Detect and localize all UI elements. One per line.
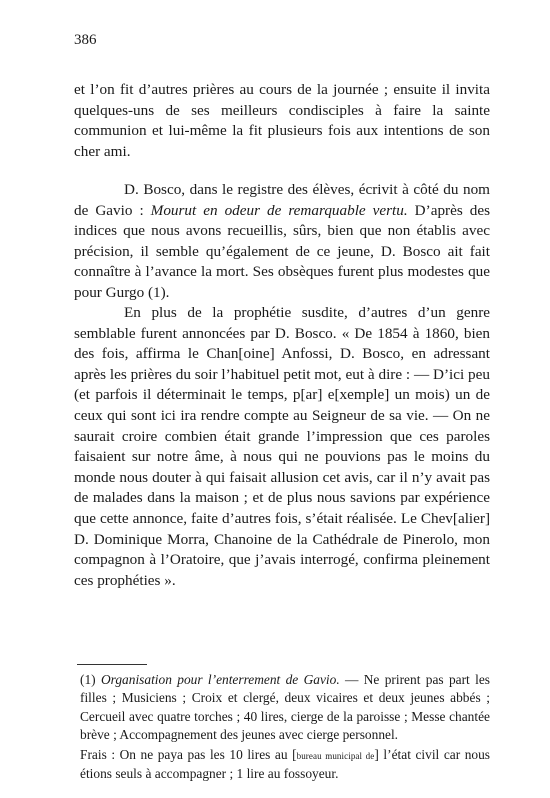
footnote-1-marker: (1) bbox=[80, 672, 101, 687]
footnote-2-end: ] l’état civil car nous étions seuls à accompagner ; 1 lire au fossoyeur. bbox=[80, 747, 491, 782]
paragraph-2 bbox=[74, 180, 490, 304]
footnote-1 bbox=[80, 671, 490, 745]
footnote-2-small: bureau municipal de bbox=[296, 751, 375, 761]
paragraph-2-start: D. Bosco, dans le registre des élèves, écrivit à côté du nom de Gavio : bbox=[74, 181, 490, 219]
footnote-1-italic: Organisation pour l’enterrement de Gavio. bbox=[100, 672, 340, 687]
page-number: 386 bbox=[74, 32, 97, 48]
paragraph-1: et l’on fit d’autres prières au cours de la journée ; ensuite il invita quelques-uns de ses meilleurs condisciples à faire la sainte communion et lui-même la fit plusieurs fois aux intentions de son cher ami. bbox=[74, 81, 490, 160]
paragraph-2-italic: Mourut en odeur de remarquable vertu. bbox=[150, 201, 408, 219]
paragraph-2-end: D’après des indices que nous avons recueillis, sûrs, bien que non établis avec précision, il semble qu’également de ce jeune, D. Bosco ait fait connaître à l’avance la mort. Ses obsèques furent plus modestes que pour Gurgo (1). bbox=[74, 201, 490, 301]
footnote-2 bbox=[80, 746, 490, 784]
footnote-1-text: — Ne prirent pas part les filles ; Musiciens ; Croix et clergé, deux vicaires et deux jeunes abbés ; Cercueil avec quatre torches ; 40 lires, cierge de la paroisse ; Messe chantée brève ; Accompagnement des jeunes avec cierge personnel. bbox=[80, 672, 490, 743]
footnote-separator bbox=[77, 664, 147, 665]
footnote-2-start: Frais : On ne paya pas les 10 lires au [ bbox=[80, 747, 297, 762]
paragraph-3: En plus de la prophétie susdite, d’autres d’un genre semblable furent annoncées par D. Bosco. « De 1854 à 1860, bien des fois, affirma le Chan[oine] Anfossi, D. Bosco, en adressant après les prières du soir l’habituel petit mot, eut à dire : — D’ici peu (et parfois il déterminait le temps, p[ar] e[xemple] un mois) un de ceux qui sont ici ira rendre compte au Seigneur de sa vie. — On ne saurait croire combien était grande l’impression que ces paroles faisaient sur notre âme, à nous qui ne pouvions pas le moins du monde nous douter à qui faisait allusion cet avis, car il n’y avait pas de malades dans la maison ; et de plus nous savions par expérience que cette annonce, faite d’autres fois, s’était réalisée. Le Chev[alier] D. Dominique Morra, Chanoine de la Cathédrale de Pinerolo, mon compagnon à l’Oratoire, que j’avais interrogé, confirma pleinement ces prophéties ». bbox=[74, 304, 490, 589]
